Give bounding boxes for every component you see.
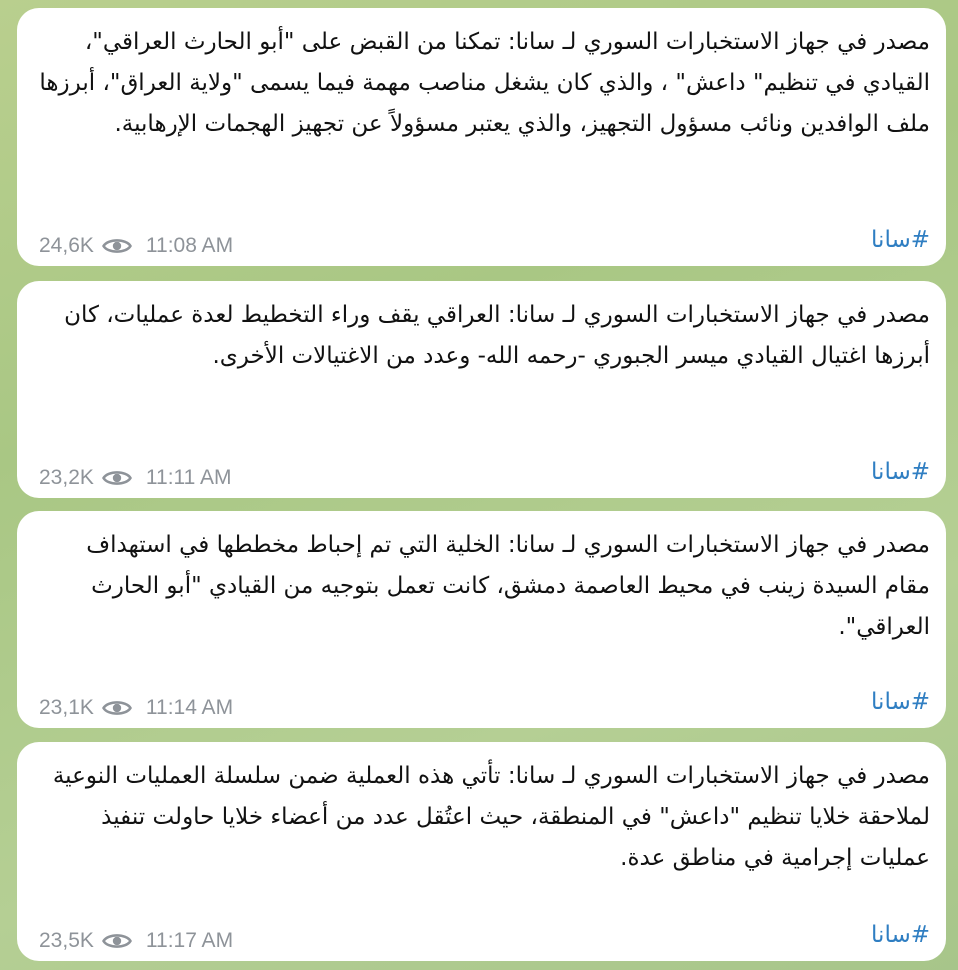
eye-icon <box>102 468 132 488</box>
view-count: 24,6K <box>39 234 94 257</box>
hashtag-link[interactable]: #سانا <box>871 922 930 948</box>
view-count: 23,1K <box>39 696 94 719</box>
hashtag-link[interactable]: #سانا <box>871 459 930 485</box>
message-text: مصدر في جهاز الاستخبارات السوري لـ سانا: تأتي هذه العملية ضمن سلسلة العمليات النوعية لملاحقة خلايا تنظيم "داعش" في المنطقة، حيث اعتُقل عدد من أعضاء خلايا حاولت تنفيذ عمليات إجرامية في مناطق عدة. <box>52 763 930 871</box>
message-text: مصدر في جهاز الاستخبارات السوري لـ سانا: العراقي يقف وراء التخطيط لعدة عمليات، كان أبرزها اغتيال القيادي ميسر الجبوري -رحمه الله- وعدد من الاغتيالات الأخرى. <box>64 302 930 369</box>
message-time: 11:17 AM <box>145 929 234 952</box>
message-meta <box>39 696 233 720</box>
hashtag-link[interactable]: #سانا <box>871 689 930 715</box>
message-time: 11:14 AM <box>145 696 234 719</box>
message-bubble[interactable] <box>17 8 946 266</box>
view-count: 23,5K <box>39 929 94 952</box>
eye-icon <box>102 236 132 256</box>
message-meta <box>39 234 233 258</box>
message-bubble[interactable] <box>17 511 946 728</box>
message-bubble[interactable] <box>17 281 946 498</box>
message-bubble[interactable] <box>17 742 946 961</box>
eye-icon <box>102 931 132 951</box>
message-time: 11:08 AM <box>145 234 234 257</box>
message-time: 11:11 AM <box>145 466 232 489</box>
message-meta <box>39 466 232 490</box>
hashtag-link[interactable]: #سانا <box>871 227 930 253</box>
view-count: 23,2K <box>39 466 94 489</box>
eye-icon <box>102 698 132 718</box>
message-text: مصدر في جهاز الاستخبارات السوري لـ سانا: تمكنا من القبض على "أبو الحارث العراقي"، القيادي في تنظيم" داعش" ، والذي كان يشغل مناصب مهمة فيما يسمى "ولاية العراق"، أبرزها ملف الوافدين ونائب مسؤول التجهيز، والذي يعتبر مسؤولاً عن تجهيز الهجمات الإرهابية. <box>39 29 930 137</box>
message-text: مصدر في جهاز الاستخبارات السوري لـ سانا: الخلية التي تم إحباط مخططها في استهداف مقام السيدة زينب في محيط العاصمة دمشق، كانت تعمل بتوجيه من القيادي "أبو الحارث العراقي". <box>86 532 930 640</box>
message-meta <box>39 929 233 953</box>
